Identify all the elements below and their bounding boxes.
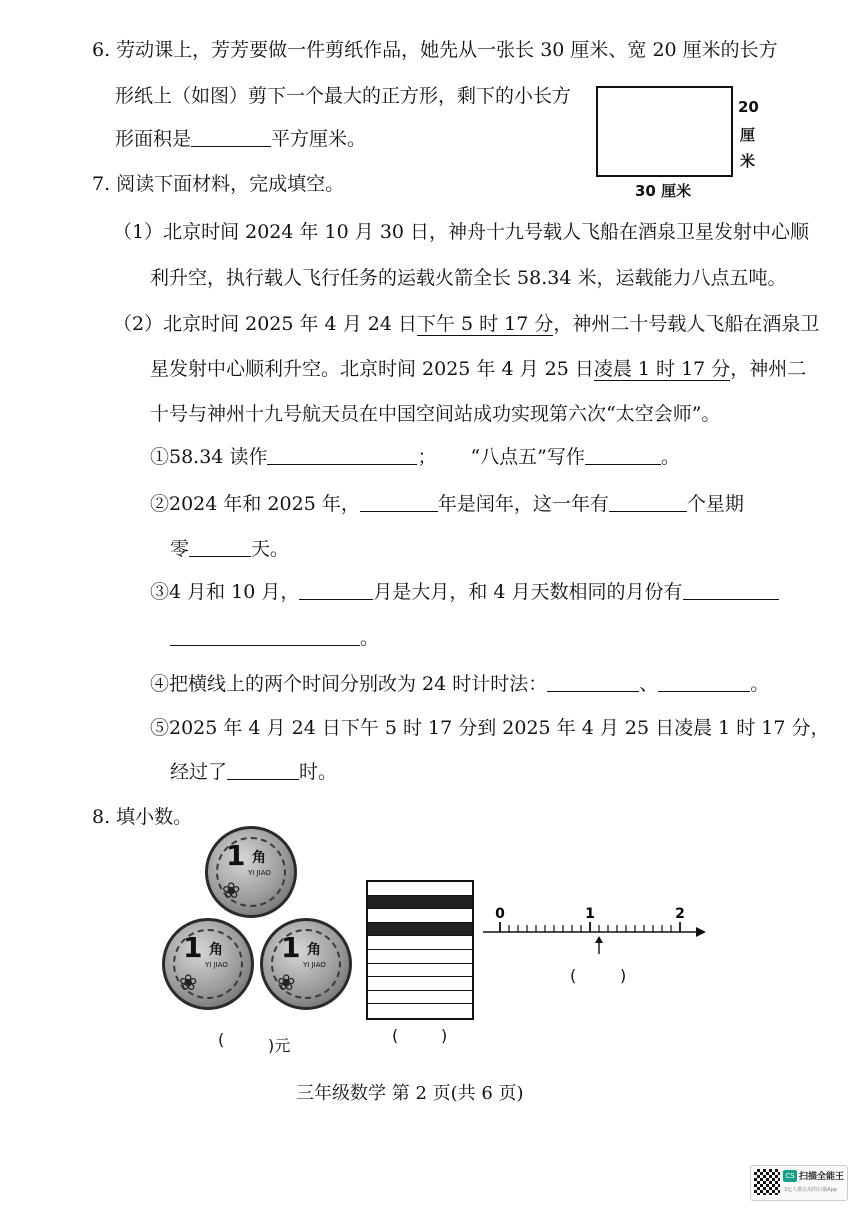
q7-p2-text-a: （2）北京时间 2025 年 4 月 24 日 [113,313,417,335]
grid-row [368,964,472,978]
q7-s1-text-d: 。 [660,446,680,468]
q7-s2-text-e: 天。 [251,538,290,560]
q7-s3-blank-3[interactable] [170,625,360,646]
arrow-right-icon [696,927,706,937]
q7-s4-text-a: ④把横线上的两个时间分别改为 24 时计时法： [150,673,548,695]
coin-1jiao-top [205,826,297,918]
q7-s5-blank[interactable] [227,759,299,780]
q7-s2-text-b: 年是闰年，这一年有 [437,493,609,515]
q7-s2-blank-2[interactable] [609,491,687,512]
coin-subtext: YI JIAO [248,869,271,877]
qr-code-icon [754,1169,780,1195]
grid-answer-close: ) [441,1026,448,1045]
numline-answer-open: ( [570,966,577,985]
grid-row [368,1004,472,1018]
q6-width-label: 30 厘米 [635,182,692,200]
q7-s3-text-c: 。 [360,627,380,649]
grid-row [368,936,472,950]
q6-rectangle-figure [596,86,733,177]
tick-label: 2 [675,906,685,922]
chrysanthemum-icon: ❀ [222,879,241,904]
q7-s3-blank-1[interactable] [299,579,373,600]
number-line [478,894,718,1004]
q6-answer-blank[interactable] [191,126,271,147]
q6-text-a: 形面积是 [115,128,192,150]
q7-s3-text-b: 月是大月，和 4 月天数相同的月份有 [373,581,683,603]
q7-sub3-line1 [150,578,779,606]
coin-unit: 角 [209,942,223,958]
q7-s5-text-a: 经过了 [170,761,228,783]
coin-1jiao-left [162,918,254,1010]
arrow-up-icon [595,936,603,943]
q7-sub2-line2 [170,535,289,563]
q7-s1-text-c: “八点五”写作 [470,446,585,468]
q7-s2-blank-3[interactable] [189,536,251,557]
q7-s3-blank-2[interactable] [683,579,779,600]
coin-unit: 角 [252,850,266,866]
q7-sub5-line1: ⑤2025 年 4 月 24 日下午 5 时 17 分到 2025 年 4 月 25 日凌晨 1 时 17 分， [150,717,830,739]
q7-underlined-time-2: 凌晨 1 时 17 分 [593,358,731,380]
q7-title: 7. 阅读下面材料，完成填空。 [92,173,345,195]
grid-row-shaded [368,923,472,937]
coin-subtext: YI JIAO [303,961,326,969]
q7-p2-text-d: ，神州二 [730,358,807,380]
q6-height-num: 20 [738,98,759,116]
decimal-strip-grid [366,880,474,1020]
chrysanthemum-icon: ❀ [179,971,198,996]
q7-s2-text-d: 零 [170,538,190,560]
q7-s4-blank-1[interactable] [547,671,639,692]
q7-p1-line1: （1）北京时间 2024 年 10 月 30 日，神舟十九号载人飞船在酒泉卫星发射中心顺 [113,221,810,243]
coin-numeral: 1 [226,839,246,872]
q7-s4-text-c: 。 [750,673,770,695]
q7-underlined-time-1: 下午 5 时 17 分 [416,313,554,335]
grid-row [368,882,472,896]
q7-s5-text-b: 时。 [299,761,338,783]
q7-p1-line2: 利升空，执行载人飞行任务的运载火箭全长 58.34 米，运载能力八点五吨。 [150,267,787,289]
q7-s2-text-a: ②2024 年和 2025 年， [150,493,360,515]
coin-answer-close: )元 [268,1036,291,1055]
q7-s2-blank-1[interactable] [360,491,438,512]
q6-line3 [115,125,366,153]
q7-sub5-line2 [170,758,337,786]
camscanner-tagline: 3亿人都在用的扫描App [784,1187,837,1193]
q7-p2-line2 [150,355,806,383]
q7-p2-text-c: 星发射中心顺利升空。北京时间 2025 年 4 月 25 日 [150,358,594,380]
q7-s4-text-b: 、 [639,673,659,695]
q7-sub2-line1 [150,490,744,518]
q7-s1-text-b: ； [417,446,437,468]
q7-sub4 [150,670,769,698]
coin-subtext: YI JIAO [205,961,228,969]
q7-s1-blank-2[interactable] [585,444,661,465]
grid-answer-open: ( [392,1026,399,1045]
coin-numeral: 1 [281,931,301,964]
q7-p2-line3: 十号与神州十九号航天员在中国空间站成功实现第六次“太空会师”。 [150,403,721,425]
grid-row-shaded [368,896,472,910]
q7-s4-blank-2[interactable] [658,671,750,692]
q7-p2-line1 [113,310,819,338]
grid-row [368,950,472,964]
q8-title: 8. 填小数。 [92,806,193,828]
coin-unit: 角 [307,942,321,958]
q7-s3-text-a: ③4 月和 10 月， [150,581,300,603]
grid-row [368,977,472,991]
q6-text-b: 平方厘米。 [271,128,367,150]
page-footer: 三年级数学 第 2 页(共 6 页) [296,1083,524,1104]
tick-label: 0 [495,906,505,922]
chrysanthemum-icon: ❀ [277,971,296,996]
coin-numeral: 1 [183,931,203,964]
q7-s2-text-c: 个星期 [686,493,744,515]
q7-p2-text-b: ，神州二十号载人飞船在酒泉卫 [553,313,820,335]
coin-1jiao-right [260,918,352,1010]
q7-sub3-line2 [170,624,379,652]
q6-height-unit2: 米 [740,152,756,170]
q6-line2: 形纸上（如图）剪下一个最大的正方形，剩下的小长方 [115,85,572,107]
grid-row [368,909,472,923]
numline-answer-close: ) [620,966,627,985]
camscanner-badge: CS [783,1170,797,1182]
q6-line1: 6. 劳动课上，芳芳要做一件剪纸作品，她先从一张长 30 厘米、宽 20 厘米的长方 [92,39,778,61]
tick-label: 1 [585,906,595,922]
camscanner-name: 扫描全能王 [799,1172,845,1182]
q6-height-unit1: 厘 [740,126,756,144]
q7-sub1 [150,443,680,471]
camscanner-watermark [750,1165,848,1201]
q7-s1-blank-1[interactable] [267,444,417,465]
q7-s1-text-a: ①58.34 读作 [150,446,268,468]
coin-answer-open: ( [218,1030,225,1049]
grid-row [368,991,472,1005]
